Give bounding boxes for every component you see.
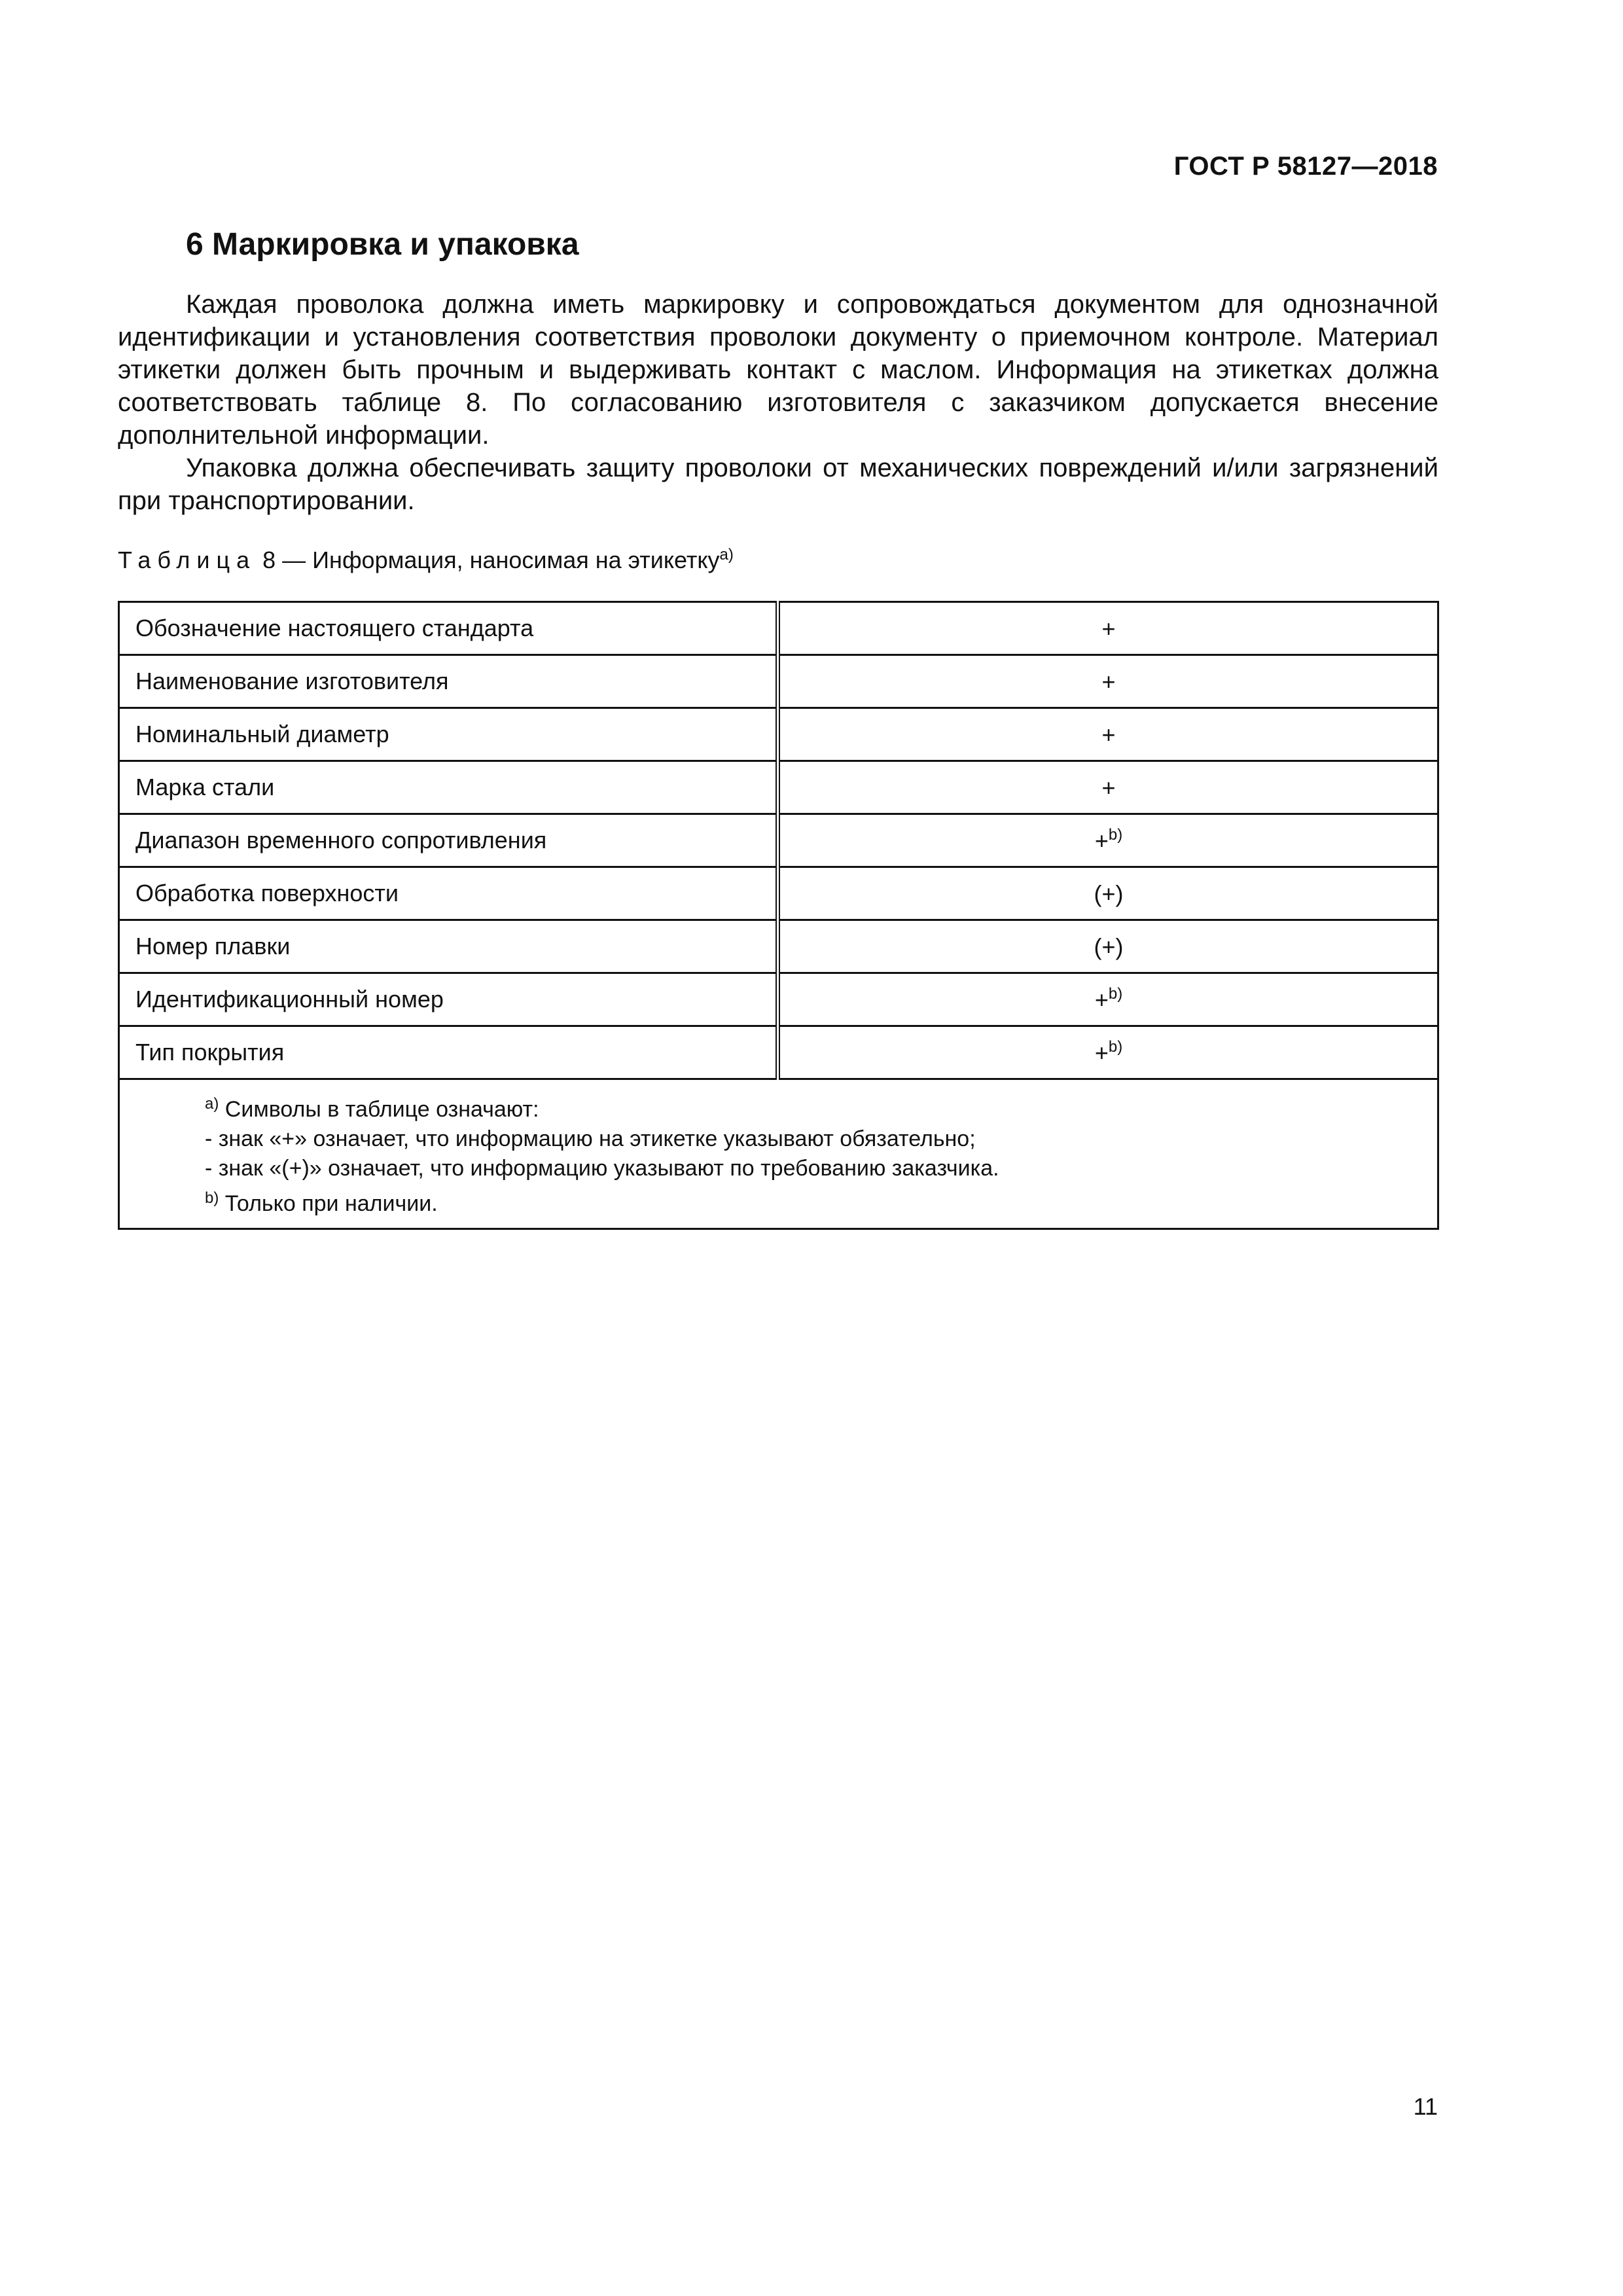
row-label: Марка стали [119,761,778,814]
table-row [119,1026,1438,1079]
row-value-symbol: + [1101,668,1116,695]
note-b-text: Только при наличии. [219,1191,438,1216]
row-value [778,920,1438,973]
row-value [778,655,1438,708]
row-value [778,602,1438,655]
page-number: 11 [1413,2093,1438,2120]
table-caption-footnote-mark: a) [719,546,734,564]
row-value [778,867,1438,920]
row-label: Диапазон временного сопротивления [119,814,778,867]
table-row [119,655,1438,708]
row-value-symbol: + [1094,986,1109,1013]
table-row [119,814,1438,867]
row-value-symbol: + [1094,827,1109,854]
row-value-symbol: + [1101,721,1116,748]
row-value-symbol: (+) [1094,880,1124,907]
table-notes-row [119,1079,1438,1229]
note-b [205,1183,1437,1219]
row-value [778,814,1438,867]
paragraph-marking: Каждая проволока должна иметь маркировку и сопровождаться документом для однозначной идентификации и установления соответствия проволоки документу о приемочном контроле. Материал этикетки должен быть прочным и выдерживать контакт с маслом. Информация на этикетках должна соответствовать таблице 8. По согласованию изготовителя с заказчиком допускается внесение дополнительной информации. [118,290,1438,450]
row-label: Номер плавки [119,920,778,973]
row-label: Обработка поверхности [119,867,778,920]
table-caption-prefix: Таблица [118,547,257,573]
row-label: Идентификационный номер [119,973,778,1026]
note-line-on-request: - знак «(+)» означает, что информацию указывают по требованию заказчика. [205,1156,999,1181]
table-row [119,973,1438,1026]
row-label: Обозначение настоящего стандарта [119,602,778,655]
row-label: Тип покрытия [119,1026,778,1079]
row-value-footnote: b) [1108,985,1123,1003]
row-value-symbol: + [1101,774,1116,801]
row-value-footnote: b) [1108,826,1123,844]
table-caption [118,546,734,574]
note-a-mark: a) [205,1095,219,1113]
table-row [119,920,1438,973]
row-value-footnote: b) [1108,1038,1123,1056]
table-notes [119,1079,1438,1229]
label-info-table [118,601,1439,1230]
note-b-mark: b) [205,1189,219,1207]
row-value [778,708,1438,761]
row-value-symbol: + [1101,615,1116,642]
table-row [119,761,1438,814]
note-a [205,1089,1437,1124]
row-value [778,1026,1438,1079]
row-value-symbol: (+) [1094,933,1124,960]
note-line-mandatory: - знак «+» означает, что информацию на этикетке указывают обязательно; [205,1126,976,1151]
table-row [119,708,1438,761]
row-value [778,973,1438,1026]
note-a-text: Символы в таблице означают: [219,1097,539,1122]
paragraph-packaging: Упаковка должна обеспечивать защиту проволоки от механических повреждений и/или загрязнений при транспортировании. [118,454,1438,515]
row-value-symbol: + [1094,1039,1109,1066]
row-label: Наименование изготовителя [119,655,778,708]
table-caption-text: 8 — Информация, наносимая на этикетку [256,547,720,573]
section-title: 6 Маркировка и упаковка [186,227,579,262]
table-row [119,602,1438,655]
document-code: ГОСТ Р 58127—2018 [1173,152,1438,181]
row-label: Номинальный диаметр [119,708,778,761]
row-value [778,761,1438,814]
table-row [119,867,1438,920]
